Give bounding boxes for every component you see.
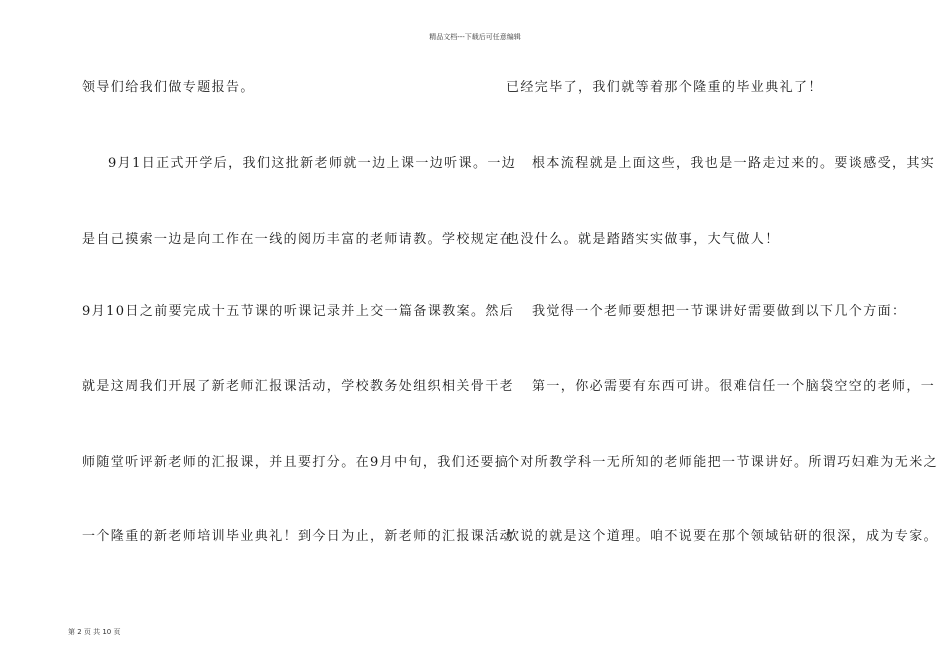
paragraph-line: 9月1日正式开学后，我们这批新老师就一边上课一边听课。一边 [108,156,517,171]
paragraph-line: 炊说的就是这个道理。咱不说要在那个领域钻研的很深，成为专家。 [506,529,939,544]
paragraph-line: 师随堂听评新老师的汇报课，并且要打分。在9月中旬，我们还要搞 [82,455,510,470]
page-number-footer: 第 2 页 共 10 页 [68,628,121,636]
page-header: 精品文档---下载后可任意编辑 [429,33,521,41]
paragraph-line: 已经完毕了，我们就等着那个隆重的毕业典礼了！ [506,80,823,95]
paragraph-line: 第一，你必需要有东西可讲。很难信任一个脑袋空空的老师，一 [532,379,936,394]
paragraph-line: 就是这周我们开展了新老师汇报课活动，学校教务处组织相关骨干老 [82,379,515,394]
paragraph-line: 根本流程就是上面这些，我也是一路走过来的。要谈感受，其实 [532,156,936,171]
paragraph-line: 个对所教学科一无所知的老师能把一节课讲好。所谓巧妇难为无米之 [506,455,939,470]
paragraph-line: 我觉得一个老师要想把一节课讲好需要做到以下几个方面： [532,304,907,319]
paragraph-line: 一个隆重的新老师培训毕业典礼！到今日为止，新老师的汇报课活动 [82,529,515,544]
paragraph-line: 9月10日之前要完成十五节课的听课记录并上交一篇备课教案。然后 [82,304,515,319]
paragraph-line: 是自己摸索一边是向工作在一线的阅历丰富的老师请教。学校规定在 [82,232,515,247]
paragraph-line: 领导们给我们做专题报告。 [82,80,255,95]
paragraph-line: 也没什么。就是踏踏实实做事，大气做人！ [506,232,780,247]
